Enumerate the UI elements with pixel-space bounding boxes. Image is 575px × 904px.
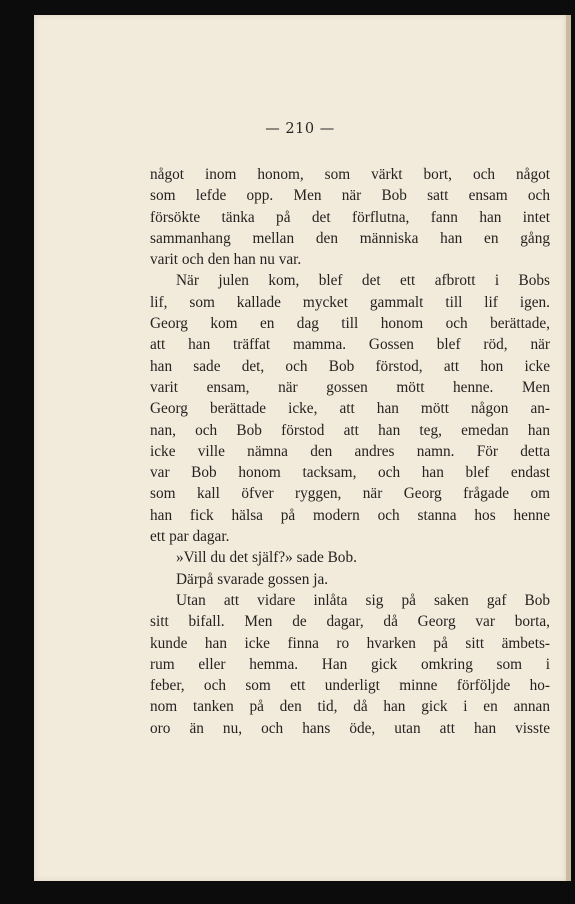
text-line: han fick hälsa på modern och stanna hos henne — [150, 506, 550, 524]
book-page — [34, 15, 566, 881]
text-line: feber, och som ett underligt minne förföljde ho- — [150, 677, 550, 695]
text-line: »Vill du det själf?» sade Bob. — [176, 549, 357, 567]
text-line: var Bob honom tacksam, och han blef endast — [150, 464, 550, 482]
text-line: sitt bifall. Men de dagar, då Georg var borta, — [150, 613, 550, 631]
text-line: nan, och Bob förstod att han teg, emedan han — [150, 421, 550, 439]
text-line: Georg kom en dag till honom och berättade, — [150, 315, 550, 333]
text-line: att han träffat mamma. Gossen blef röd, när — [150, 336, 550, 354]
page-edge — [566, 15, 571, 881]
text-line: något inom honom, som värkt bort, och något — [150, 166, 550, 183]
text-line: varit ensam, när gossen mött henne. Men — [150, 378, 550, 396]
text-line: varit och den han nu var. — [150, 251, 302, 269]
text-line: rum eller hemma. Han gick omkring som i — [150, 655, 550, 673]
body-text — [150, 164, 550, 739]
text-line: försökte tänka på det förflutna, fann han intet — [150, 208, 550, 226]
text-line: kunde han icke finna ro hvarken på sitt ämbets- — [150, 634, 550, 652]
text-line: Utan att vidare inlåta sig på saken gaf Bob — [176, 591, 550, 609]
text-line: han sade det, och Bob förstod, att hon icke — [150, 357, 550, 375]
text-line: lif, som kallade mycket gammalt till lif igen. — [150, 293, 550, 311]
text-line: icke ville nämna den andres namn. För detta — [150, 442, 550, 460]
text-line: som lefde opp. Men när Bob satt ensam och — [150, 187, 550, 205]
page-number: — 210 — — [265, 121, 335, 137]
text-line: sammanhang mellan den människa han en gång — [150, 229, 550, 247]
text-line: Därpå svarade gossen ja. — [176, 570, 329, 588]
text-line: När julen kom, blef det ett afbrott i Bobs — [176, 272, 550, 290]
text-line: ett par dagar. — [150, 528, 230, 546]
text-line: nom tanken på den tid, då han gick i en annan — [150, 698, 550, 716]
text-line: Georg berättade icke, att han mött någon an- — [150, 400, 550, 418]
text-line: som kall öfver ryggen, när Georg frågade om — [150, 485, 550, 503]
text-line: oro än nu, och hans öde, utan att han visste — [150, 719, 550, 737]
